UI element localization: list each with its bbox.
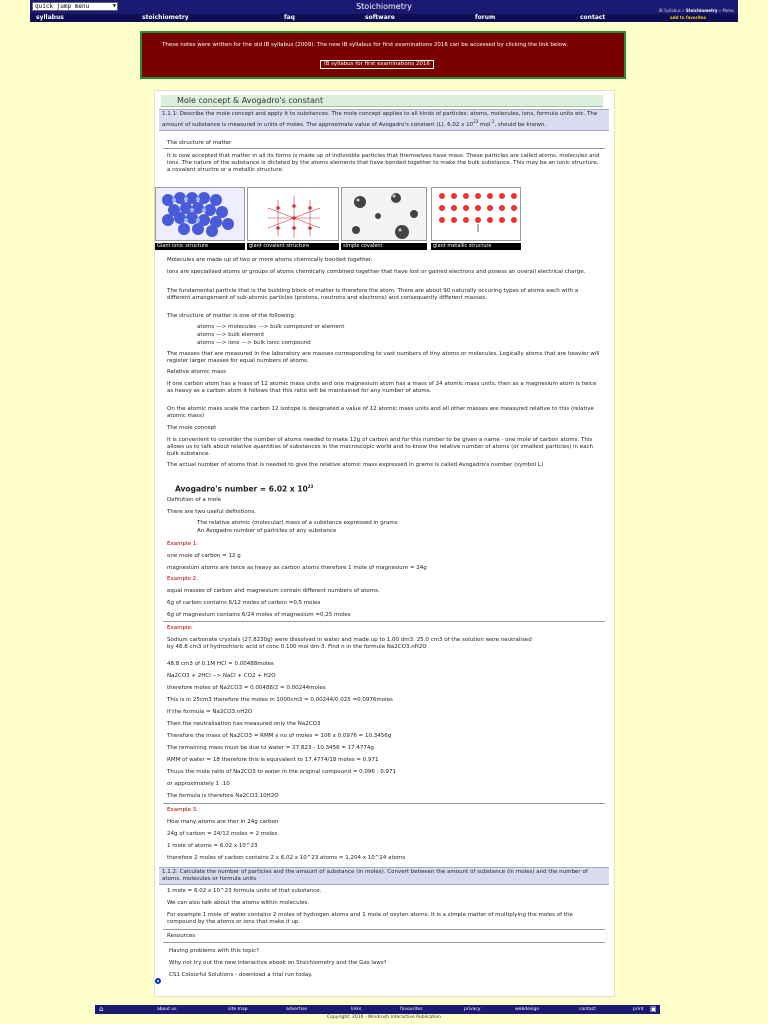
example-3-line: 48.8 cm3 of 0.1M HCl = 0.00488moles: [167, 661, 274, 667]
example-4-line: 24g of carbon = 24/12 moles = 2 moles: [167, 831, 278, 837]
nav-contact[interactable]: contact: [580, 14, 606, 21]
site-title: Stoichiometry: [356, 2, 412, 11]
main-nav: [30, 14, 738, 22]
example-3-line: Therefore the mass of Na2CO3 = RMM x no of moles = 106 x 0.0976 = 10.3456g: [167, 733, 392, 739]
obj2-line: We can also talk about the atoms within molecules.: [167, 900, 310, 906]
resource-link[interactable]: CS1 Colourful Solutions - download a trial run today.: [169, 972, 313, 978]
example-3-line: This is in 25cm3 therefore the moles in 1000cm3 = 0.00244/0.025 =0.0976moles: [167, 697, 393, 703]
masses-para: The masses that are measured in the laboratory are masses corresponding to vast numbers of tiny atoms or molecules. Logically atoms that are heavier will register larger masses for equal numbers of atoms.: [167, 351, 600, 364]
new-syllabus-link[interactable]: IB syllabus for first examinations 2016: [320, 60, 434, 69]
simple-covalent-image: [341, 187, 427, 241]
chevron-down-icon: ▼: [112, 3, 116, 9]
two-defs: There are two useful definitions.: [167, 509, 256, 515]
scale-para: On the atomic mass scale the carbon 12 isotope is designated a value of 12 atomic mass units and all other masses are measured relative to this (relative atomic mass): [167, 406, 594, 419]
avogadro-sup: 23: [307, 484, 314, 489]
nav-stoichiometry[interactable]: stoichiometry: [142, 14, 189, 21]
ions-para: Ions are specialised atoms or groups of atoms chemically combined together that have lost or gained electrons and posess an overall electrical charge.: [167, 269, 586, 275]
objective-1-1-2: 1.1.2: Calculate the number of particles and the amount of substance (in moles). Convert between the amount of substance (in moles) and the number of atoms, molecules or formula units: [159, 867, 609, 885]
divider: [163, 929, 605, 930]
footer-favourites[interactable]: favourites: [400, 1007, 423, 1012]
resource-link[interactable]: Why not try out the new interactive ebook on Stoichiometry and the Gas laws?: [169, 960, 387, 966]
example-3-line: Then the neutralisation has measured only the Na2CO3: [167, 721, 321, 727]
main-content: [154, 90, 615, 997]
home-icon[interactable]: ⌂: [99, 1005, 104, 1013]
caption-metallic: giant metallic structure: [431, 243, 521, 250]
nav-faq[interactable]: faq: [284, 14, 295, 21]
example-2-line: 6g of magnesium contains 6/24 moles of magnesium =0,25 moles: [167, 612, 351, 618]
objective-sup: 23: [473, 119, 479, 124]
example-3-line: If the formula = Na2CO3.nH2O: [167, 709, 253, 715]
example-4-line: 1 mole of atoms = 6,02 x 10^23: [167, 843, 258, 849]
obj2-para: For example 1 mole of water contains 2 moles of hydrogen atoms and 1 mole of oxyten atoms. It is a simple matter of multiplying the moles of the compound by the atoms or ions that make it up.: [167, 912, 573, 925]
notice-text: These notes were written for the old IB syllabus (2009). The new IB syllabus for first examinations 2016 can be accessed by clicking the link below.: [162, 42, 568, 48]
example-3-line: Thuus the mole ratio of Na2CO3 to water in the original compound = 0.096 : 0.971: [167, 769, 397, 775]
footer-links[interactable]: links: [351, 1007, 362, 1012]
footer-sitemap[interactable]: site map: [228, 1007, 248, 1012]
footer-nav: [95, 1005, 660, 1014]
divider: [163, 803, 605, 804]
objective-end: , should be known.: [494, 121, 547, 128]
nav-forum[interactable]: forum: [475, 14, 496, 21]
fundamental-para: The fundamental particle that is the building block of matter is therefore the atom. There are about 90 naturally occuring types of atoms each with a different arrangement of sub-atomic particles (protons, neutrons and electrons) and consequently different masses.: [167, 288, 579, 301]
example-2-line: equal masses of carbon and magnesium contain different numbers of atoms.: [167, 588, 380, 594]
copyright: Copyright; 2016 - Windrush Interactive Publication: [327, 1015, 441, 1020]
list-item: atoms ---> bulk element: [197, 332, 265, 338]
footer-webdesign[interactable]: webdesign: [515, 1007, 540, 1012]
example-2-line: 6g of carbon contains 6/12 moles of carbon =0,5 moles: [167, 600, 321, 606]
avogadro-text: Avogadro's number = 6.02 x 10: [175, 484, 308, 494]
structure-title: The structure of matter: [167, 140, 232, 146]
syllabus-notice: [140, 31, 626, 79]
def-item: An Avogadro number of particles of any substance: [197, 528, 337, 534]
breadcrumb-prefix[interactable]: IB Syllabus: [658, 8, 681, 13]
list-item: atoms ---> ions ---> bulk ionic compound: [197, 340, 311, 346]
structure-para: It is now accepted that matter in all its forms is made up of indivisible particles that themselves have mass. These particles are called atoms, molecules and ions. The nature of the substance is dictated by the atoms elements that have bonded together to make the bulk substance. This may be an ionic structure, a covalent structre or a metallic structure.: [167, 153, 600, 173]
footer-advertise[interactable]: advertise: [286, 1007, 308, 1012]
def-title: Definition of a mole: [167, 497, 222, 503]
caption-ionic: Giant ionic structure: [155, 243, 245, 250]
molecules-para: Molecules are made up of two or more atoms chemically bonded together.: [167, 257, 373, 263]
example-4-label: Example 3.: [167, 807, 198, 813]
structure-one-para: The structure of matter is one of the following:: [167, 313, 296, 319]
caption-covalent: giant covalent structure: [247, 243, 339, 250]
objective-1-1-1: [159, 109, 609, 131]
caption-simple-covalent: simple covalent: [341, 243, 427, 250]
footer-about[interactable]: about us: [157, 1007, 177, 1012]
ionic-structure-image: [155, 187, 245, 241]
breadcrumb-current[interactable]: Stoichiometry: [685, 8, 718, 13]
top-bar: [30, 0, 738, 14]
example-3-line: therefore moles of Na2CO3 = 0.00488/2 = 0.00244moles: [167, 685, 326, 691]
example-3-line: The remaining mass must be due to water = 27.823 - 10.3456 = 17.4774g: [167, 745, 374, 751]
objective-unit: mol: [478, 121, 491, 128]
example-1-label: Example 1:: [167, 541, 198, 547]
mole-para: It is convenient to consider the number of atoms needed to make 12g of carbon and for this number to be given a name - one mole of carbon atoms. This allows us to talk about relative quantities of substances in the macroscopic world and to know the relative number of atoms (or smallest particles) in each bulk substance.: [167, 437, 593, 457]
page-title: Mole concept & Avogadro's constant: [161, 95, 603, 107]
nav-software[interactable]: software: [365, 14, 395, 21]
divider: [163, 942, 605, 943]
objective-text: 1.1.1: Describe the mole concept and apply it to substances. The mole concept applies to all kinds of particles: atoms, molecules, ions, formula units etc. The amount of substance is measured in units of moles. The approximate value of Avogadro's constant (L), 6.02 x 10: [162, 111, 598, 128]
structure-images: [155, 187, 614, 251]
quick-jump-label: quick jump menu: [35, 3, 90, 10]
footer-print[interactable]: print: [633, 1007, 644, 1012]
example-3-line: Sodium carbonate crystals (27.8230g) were dissolved in water and made up to 1.00 dm3. 25.0 cm3 of the solution were neutralised by 48.8 cm3 of hydrochloric acid of conc 0.100 mol dm-3. Find n in the formula Na2CO3.nH2O: [167, 637, 532, 650]
resources-title: Resources: [167, 933, 196, 939]
example-4-line: therefore 2 moles of carbon contains 2 x 6,02 x 10^23 atoms = 1,204 x 10^24 atoms: [167, 855, 406, 861]
add-to-favorites-link[interactable]: add to favorites: [670, 15, 707, 20]
example-4-line: How many atoms are ther in 24g carbon: [167, 819, 279, 825]
resource-link[interactable]: Having problems with this topic?: [169, 948, 260, 954]
example-3-line: or approximately 1 :10: [167, 781, 230, 787]
top-arrow-icon[interactable]: [155, 978, 161, 984]
example-1-line: one mole of carbon = 12 g: [167, 553, 241, 559]
metallic-structure-image: [431, 187, 521, 241]
divider: [163, 148, 605, 149]
example-2-label: Example 2.: [167, 576, 198, 582]
example-3-line: RMM of water = 18 therefore this is equivalent to 17.4774/18 moles = 0.971: [167, 757, 379, 763]
obj2-line: 1 mole = 6.02 x 10^23 formula units of that substance.: [167, 888, 322, 894]
breadcrumb-suffix: Moles: [722, 8, 734, 13]
example-3-line: Na2CO3 + 2HCl --> NaCl + CO2 + H2O: [167, 673, 276, 679]
example-1-line: magnesium atoms are twice as heavy as carbon atoms therefore 1 mole of magnesium = 24g: [167, 565, 427, 571]
example-3-line: The formula is therefore Na2CO3.10H2O: [167, 793, 279, 799]
breadcrumb: IB Syllabus » Stoichiometry » Moles: [658, 8, 734, 13]
footer-contact[interactable]: contact: [579, 1007, 596, 1012]
mole-title: The mole concept: [167, 425, 217, 431]
ram-title: Relative atomic mass: [167, 369, 226, 375]
list-item: atoms ---> molecules ---> bulk compound or element: [197, 324, 345, 330]
print-icon[interactable]: ▣: [650, 1005, 657, 1013]
objective-unit-sup: -1: [490, 119, 495, 124]
nav-syllabus[interactable]: syllabus: [36, 14, 64, 21]
divider: [163, 621, 605, 622]
footer-privacy[interactable]: privacy: [464, 1007, 481, 1012]
actual-para: The actual number of atoms that is needed to give the relative atomic mass expressed in grams is called Avogadro's number (symbol L): [167, 462, 544, 468]
example-3-label: Example:: [167, 625, 193, 631]
covalent-structure-image: [247, 187, 339, 241]
avogadro-number: [175, 483, 610, 493]
ram-para: If one carbon atom has a mass of 12 atomic mass units and one magnesium atom has a mass of 24 atomic mass units, then as a magnesium atom is twice as heavy as a carbon atom it follows that this ratio will be maintained for any number of atoms.: [167, 381, 597, 394]
def-item: The relative atomic (molecular) mass of a substance expressed in grams: [197, 520, 398, 526]
